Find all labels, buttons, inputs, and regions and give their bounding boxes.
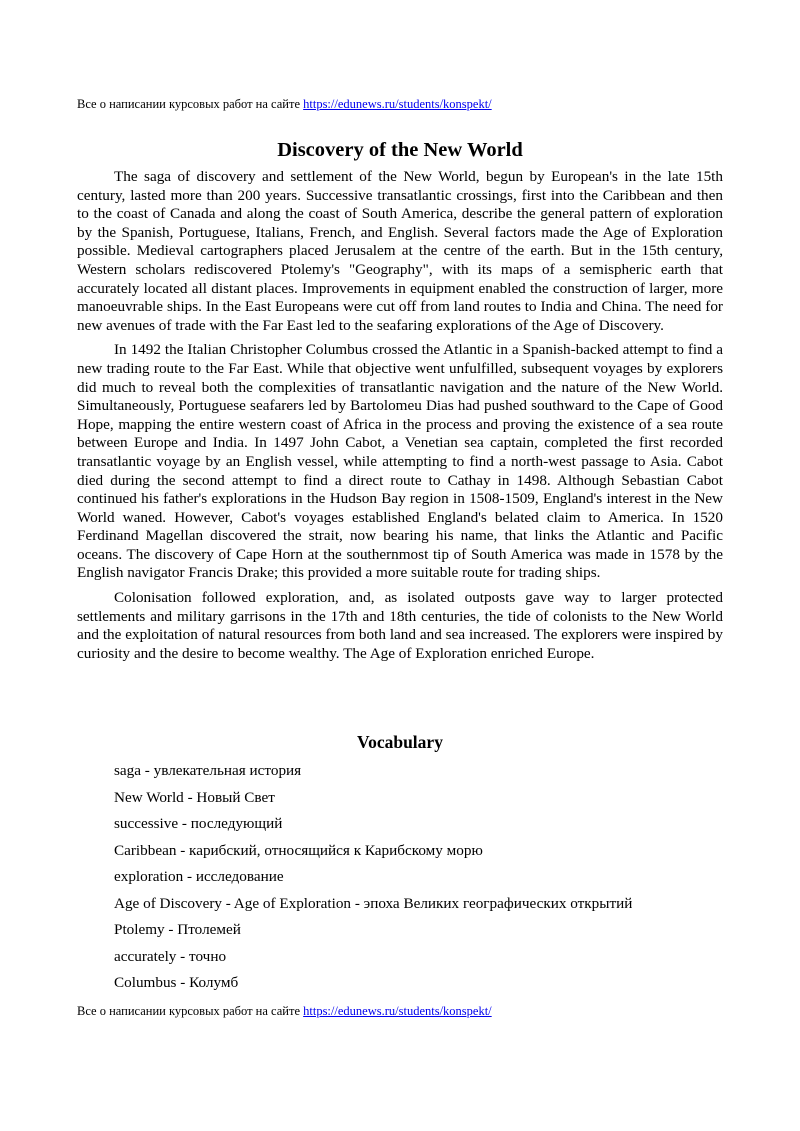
vocabulary-item: accurately - точно xyxy=(114,947,227,965)
header-banner-text: Все о написании курсовых работ на сайте xyxy=(77,97,304,111)
footer-banner-link[interactable]: https://edunews.ru/students/konspekt/ xyxy=(303,1004,492,1018)
header-banner-link[interactable]: https://edunews.ru/students/konspekt/ xyxy=(303,97,492,111)
paragraph: In 1492 the Italian Christopher Columbus crossed the Atlantic in a Spanish-backed attempt to find a new trading route to the Far East. While that objective went unfulfilled, subsequent voyages by explorers did much to reveal both the complexities of transatlantic navigation and the nature of the New World. Simultaneously, Portuguese seafarers led by Bartolomeu Dias had pushed southward to the Cape of Good Hope, mapping the entire western coast of Africa in the process and proving the existence of a sea route between Europe and India. In 1497 John Cabot, a Venetian sea captain, completed the first recorded transatlantic voyage by an English vessel, while attempting to find a north-west passage to Asia. Cabot died during the second attempt to find a direct route to Cathay in 1498. Although Sebastian Cabot continued his father's explorations in the Hudson Bay region in 1508-1509, England's interest in the New World waned. However, Cabot's voyages established England's belated claim to America. In 1520 Ferdinand Magellan discovered the strait, now bearing his name, that links the Atlantic and Pacific oceans. The discovery of Cape Horn at the southernmost tip of South America was made in 1578 by the English navigator Francis Drake; this provided a more suitable route for trading ships. xyxy=(77,341,723,582)
vocabulary-heading: Vocabulary xyxy=(357,732,443,752)
footer-banner-text: Все о написании курсовых работ на сайте xyxy=(77,1004,304,1018)
vocabulary-item: Columbus - Колумб xyxy=(114,974,239,991)
header-banner xyxy=(77,96,492,112)
vocabulary-item: exploration - исследование xyxy=(114,868,284,885)
vocabulary-item: successive - последующий xyxy=(114,815,283,832)
vocabulary-item: New World - Новый Свет xyxy=(114,788,275,806)
article-body xyxy=(77,168,723,669)
vocabulary-item: Caribbean - карибский, относящийся к Карибскому морю xyxy=(114,841,483,859)
paragraph: Colonisation followed exploration, and, as isolated outposts gave way to larger protected settlements and military garrisons in the 17th and 18th centuries, the tide of colonists to the New World and the exploitation of natural resources from both land and sea increased. The explorers were inspired by curiosity and the desire to become wealthy. The Age of Exploration enriched Europe. xyxy=(77,589,723,662)
vocabulary-item: Age of Discovery - Age of Exploration - эпоха Великих географических открытий xyxy=(114,894,633,912)
vocabulary-item: Ptolemy - Птолемей xyxy=(114,921,241,938)
vocabulary-list xyxy=(114,758,632,997)
vocabulary-item: saga - увлекательная история xyxy=(114,762,302,779)
paragraph: The saga of discovery and settlement of the New World, begun by European's in the late 15th century, lasted more than 200 years. Successive transatlantic crossings, first into the Caribbean and then to the coast of Canada and along the coast of South America, describe the general pattern of exploration by the Spanish, Portuguese, Italians, French, and English. Several factors made the Age of Exploration possible. Medieval cartographers placed Jerusalem at the centre of the earth. But in the 15th century, Western scholars rediscovered Ptolemy's "Geography", with its maps of a semispheric earth that accurately located all distant places. Improvements in equipment enabled the construction of larger, more manoeuvrable ships. In the East Europeans were cut off from land routes to India and China. The need for new avenues of trade with the Far East led to the seafaring explorations of the Age of Discovery. xyxy=(77,168,723,334)
footer-banner xyxy=(77,1003,492,1019)
document-title: Discovery of the New World xyxy=(277,139,523,161)
